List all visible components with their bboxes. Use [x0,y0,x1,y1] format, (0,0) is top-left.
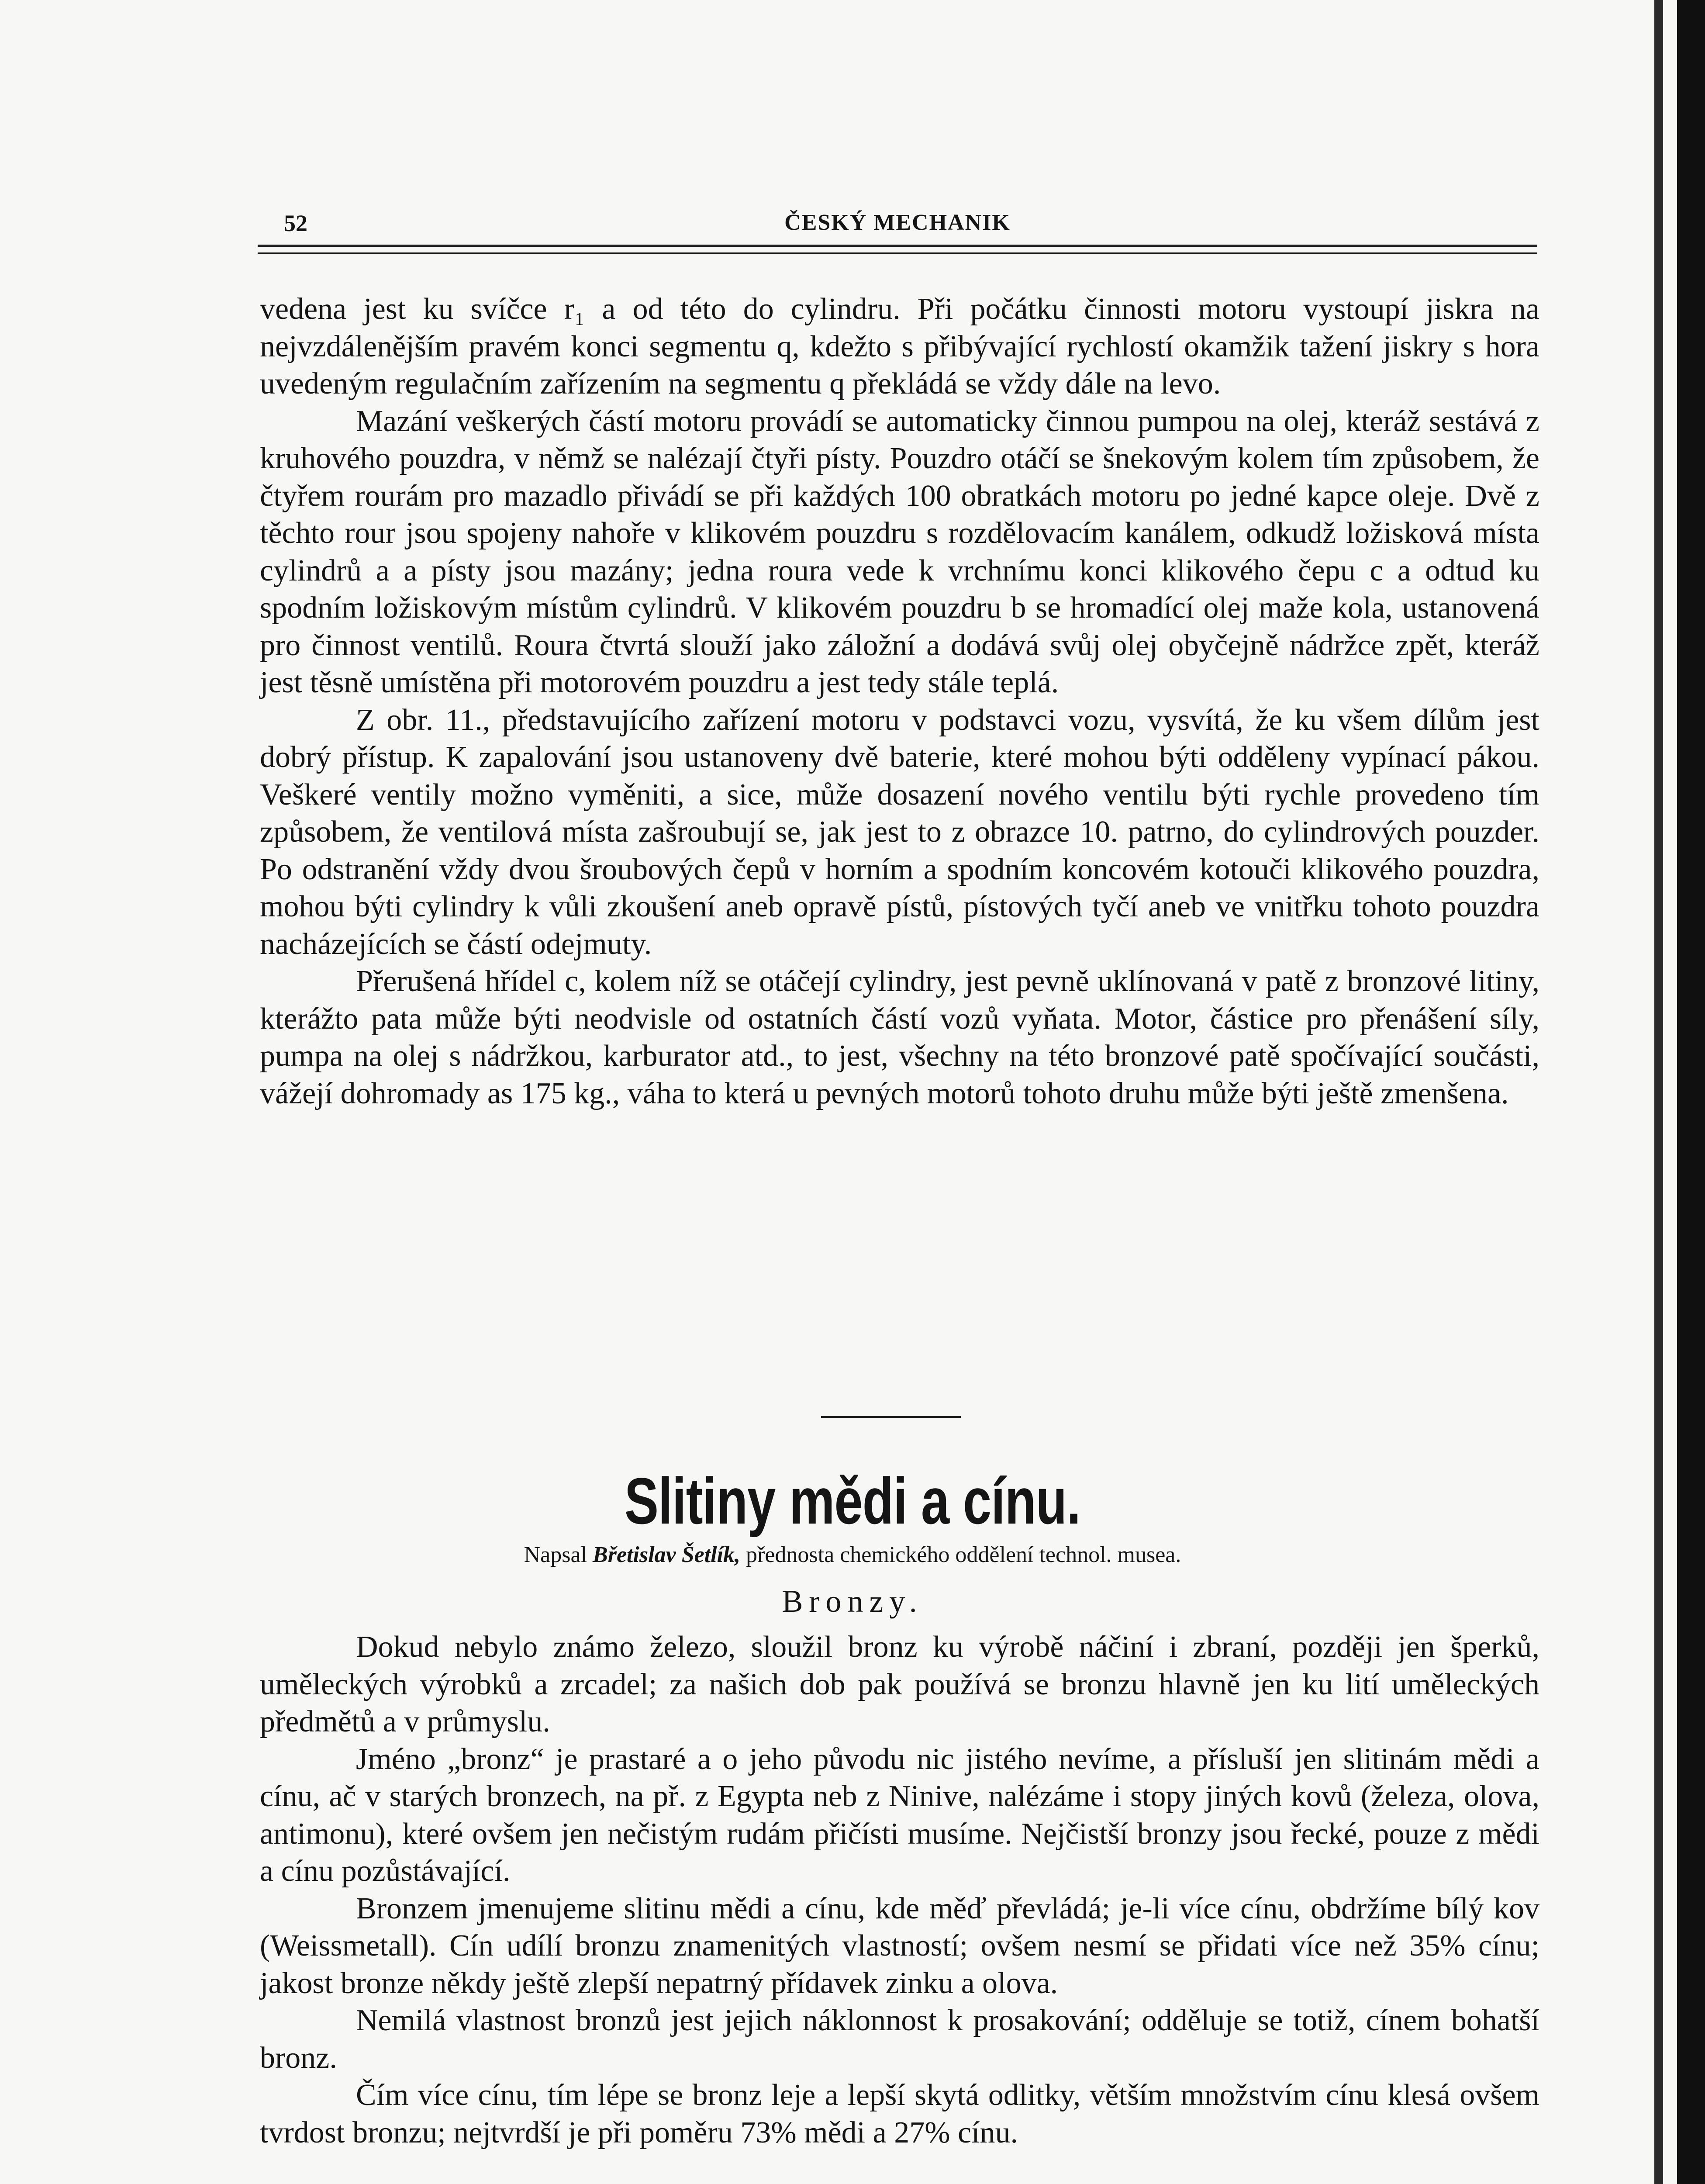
paragraph: Bronzem jmenujeme slitinu mědi a cínu, kde měď převládá; je-li více cínu, obdržíme bílý kov (Weissmetall). Cín udílí bronzu znamenitých vlastností; ovšem nesmí se přidati více než 35% cínu; jakost bronze někdy ještě zlepší nepatrný přídavek zinku a olova. [260,1891,1539,2000]
article-body [260,1628,1539,2151]
paragraph: Z obr. 11., představujícího zařízení motoru v podstavci vozu, vysvítá, že ku všem dílům jest dobrý přístup. K zapalování jsou ustanoveny dvě baterie, které mohou býti odděleny vypínací pákou. Veškeré ventily možno vyměniti, a sice, může dosazení nového ventilu býti rychle provedeno tím způsobem, že ventilová místa zašroubují se, jak jest to z obrazce 10. patrno, do cylindrových pouzder. Po odstranění vždy dvou šroubových čepů v horním a spodním koncovém kotouči klikového pouzdra, mohou býti cylindry k vůli zkoušení aneb opravě pístů, pístových tyčí aneb ve vnitřku tohoto pouzdra nacházejících se částí odejmuty. [260,703,1539,961]
header-rule-thin [258,252,1537,254]
article-title: Slitiny mědi a cínu. [624,1464,1081,1538]
paragraph: Jméno „bronz“ je prastaré a o jeho původu nic jistého nevíme, a přísluší jen slitinám mědi a cínu, ač v starých bronzech, na př. z Egypta neb z Ninive, nalézáme i stopy jiných kovů (železa, olova, antimonu), které ovšem jen nečistým rudám přičísti musíme. Nejčistší bronzy jsou řecké, pouze z mědi a cínu pozůstávající. [260,1742,1539,1888]
paragraph: Dokud nebylo známo železo, sloužil bronz ku výrobě náčiní i zbraní, později jen šperků, uměleckých výrobků a zrcadel; za našich dob pak používá se bronzu hlavně jen ku lití uměleckých předmětů a v průmyslu. [260,1630,1539,1738]
paragraph: Nemilá vlastnost bronzů jest jejich náklonnost k prosakování; odděluje se totiž, cínem bohatší bronz. [260,2004,1539,2075]
scan-edge [1677,0,1705,2184]
section-heading: Bronzy. [782,1584,923,1619]
byline-prefix: Napsal [524,1542,587,1567]
byline-suffix: přednosta chemického oddělení technol. musea. [746,1542,1181,1567]
byline-author: Břetislav Šetlík, [593,1542,741,1567]
paragraph: Mazání veškerých částí motoru provádí se automaticky činnou pumpou na olej, kteráž sestává z kruhového pouzdra, v němž se nalézají čtyři písty. Pouzdro otáčí se šnekovým kolem tím způsobem, že čtyřem rourám pro mazadlo přivádí se při každých 100 obratkách motoru po jedné kapce oleje. Dvě z těchto rour jsou spojeny nahoře v klikovém pouzdru s rozdělovacím kanálem, odkudž ložisková místa cylindrů a a písty jsou mazány; jedna roura vede k vrchnímu konci klikového čepu c a odtud ku spodním ložiskovým místům cylindrů. V klikovém pouzdru b se hromadící olej maže kola, ustanovená pro činnost ventilů. Roura čtvrtá slouží jako záložní a dodává svůj olej obyčejně nádržce zpět, kteráž jest těsně umístěna při motorovém pouzdru a jest tedy stále teplá. [260,404,1539,699]
page-header [258,210,1537,240]
header-rule [258,245,1537,247]
paragraph: Čím více cínu, tím lépe se bronz leje a lepší skytá odlitky, větším množstvím cínu klesá ovšem tvrdost bronzu; nejtvrdší je při poměru 73% mědi a 27% cínu. [260,2078,1539,2149]
byline [0,1542,1705,1568]
section-divider [821,1416,961,1418]
paragraph: vedena jest ku svíčce r₁ a od této do cylindru. Při počátku činnosti motoru vystoupí jiskra na nejvzdálenějším pravém konci segmentu q, kdežto s přibývající rychlostí okamžik tažení jiskry s hora uvedeným regulačním zařízením na segmentu q překládá se vždy dále na levo. [260,292,1539,401]
page-number: 52 [284,210,307,236]
article-continuation [260,290,1539,1112]
paragraph: Přerušená hřídel c, kolem níž se otáčejí cylindry, jest pevně uklínovaná v patě z bronzové litiny, kterážto pata může býti neodvisle od ostatních částí vozů vyňata. Motor, částice pro přenášení síly, pumpa na olej s nádržkou, karburator atd., to jest, všechny na této bronzové patě spočívající součásti, vážejí dohromady as 175 kg., váha to která u pevných motorů tohoto druhu může býti ještě zmenšena. [260,964,1539,1110]
running-title: ČESKÝ MECHANIK [784,210,1011,235]
